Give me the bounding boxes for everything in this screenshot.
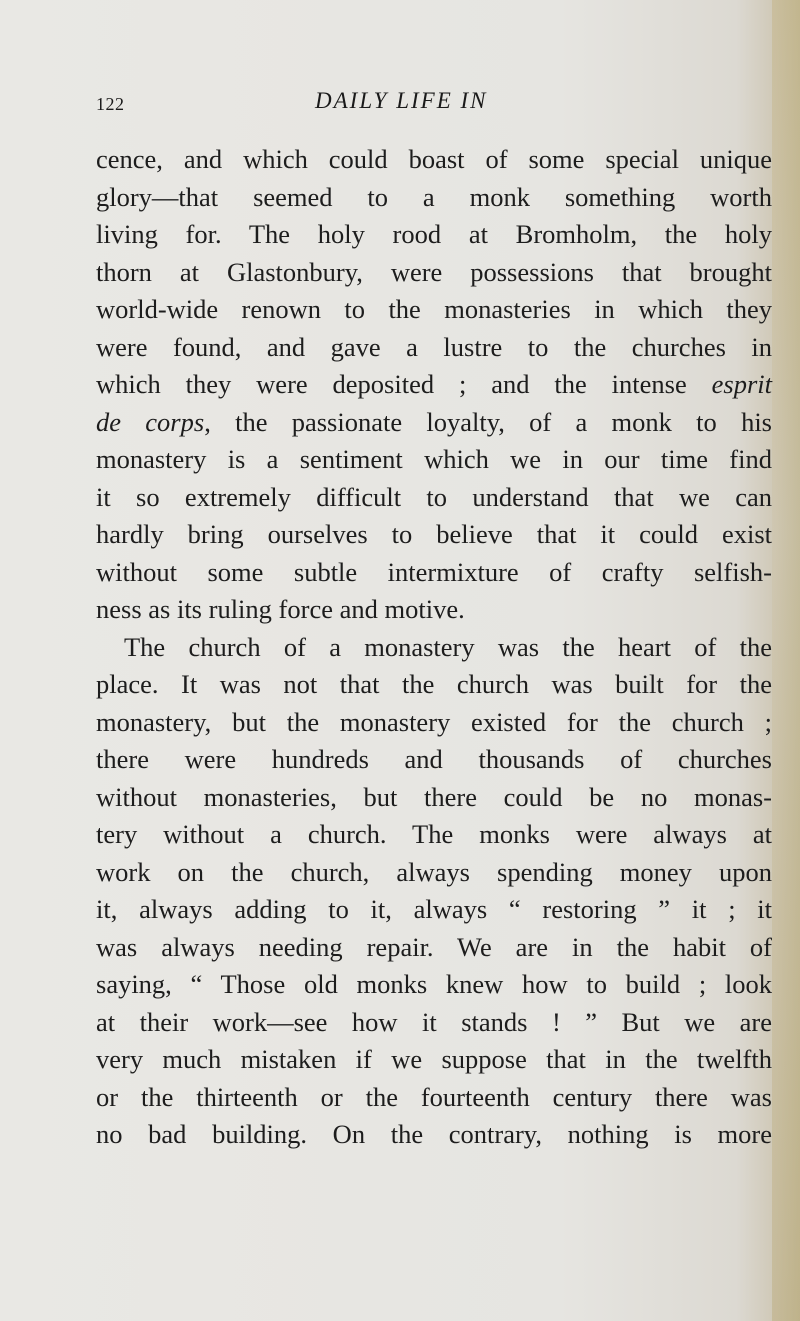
text-line: it, always adding to it, always “ restoring ” it ; it bbox=[96, 894, 772, 924]
text-line: it so extremely difficult to understand that we can bbox=[96, 481, 772, 512]
text-line: or the thirteenth or the fourteenth century there was bbox=[96, 1081, 772, 1112]
body-text bbox=[96, 141, 772, 1154]
italic-phrase: esprit bbox=[711, 369, 772, 399]
text-line: hardly bring ourselves to believe that it could exist bbox=[96, 519, 772, 549]
paragraph-start-line: The church of a monastery was the heart of the bbox=[124, 631, 772, 662]
text-line: thorn at Glastonbury, were possessions that brought bbox=[96, 256, 772, 287]
text-line: living for. The holy rood at Bromholm, the holy bbox=[96, 219, 772, 249]
text-line: tery without a church. The monks were always at bbox=[96, 819, 772, 849]
text-line: world-wide renown to the monasteries in which they bbox=[96, 294, 772, 324]
text-line: without some subtle intermixture of crafty selfish- bbox=[96, 556, 772, 587]
text-line: monastery is a sentiment which we in our time find bbox=[96, 444, 772, 474]
paragraph-end-line: ness as its ruling force and motive. bbox=[96, 594, 465, 624]
text-line: without monasteries, but there could be no monas- bbox=[96, 781, 772, 812]
text-line: monastery, but the monastery existed for the church ; bbox=[96, 706, 772, 737]
text-line: which they were deposited ; and the intense esprit bbox=[96, 369, 772, 399]
text-line: there were hundreds and thousands of churches bbox=[96, 744, 772, 774]
running-head: DAILY LIFE IN bbox=[315, 88, 488, 113]
page-number: 122 bbox=[96, 94, 125, 114]
text-line: place. It was not that the church was built for the bbox=[96, 669, 772, 699]
text-line: were found, and gave a lustre to the churches in bbox=[96, 331, 772, 362]
page-header bbox=[0, 88, 800, 122]
text-line: at their work—see how it stands ! ” But we are bbox=[96, 1006, 772, 1037]
italic-phrase: de corps bbox=[96, 406, 205, 437]
text-line: very much mistaken if we suppose that in the twelfth bbox=[96, 1044, 772, 1074]
text-line: no bad building. On the contrary, nothing is more bbox=[96, 1119, 772, 1149]
text-line: glory—that seemed to a monk something worth bbox=[96, 181, 772, 212]
text-line: cence, and which could boast of some special unique bbox=[96, 144, 772, 174]
page-edge-stain bbox=[772, 0, 800, 1321]
text-line: saying, “ Those old monks knew how to build ; look bbox=[96, 969, 772, 999]
text-line: work on the church, always spending money upon bbox=[96, 856, 772, 887]
text-line: was always needing repair. We are in the habit of bbox=[96, 931, 772, 962]
text-line: de corps, the passionate loyalty, of a monk to his bbox=[96, 406, 772, 437]
